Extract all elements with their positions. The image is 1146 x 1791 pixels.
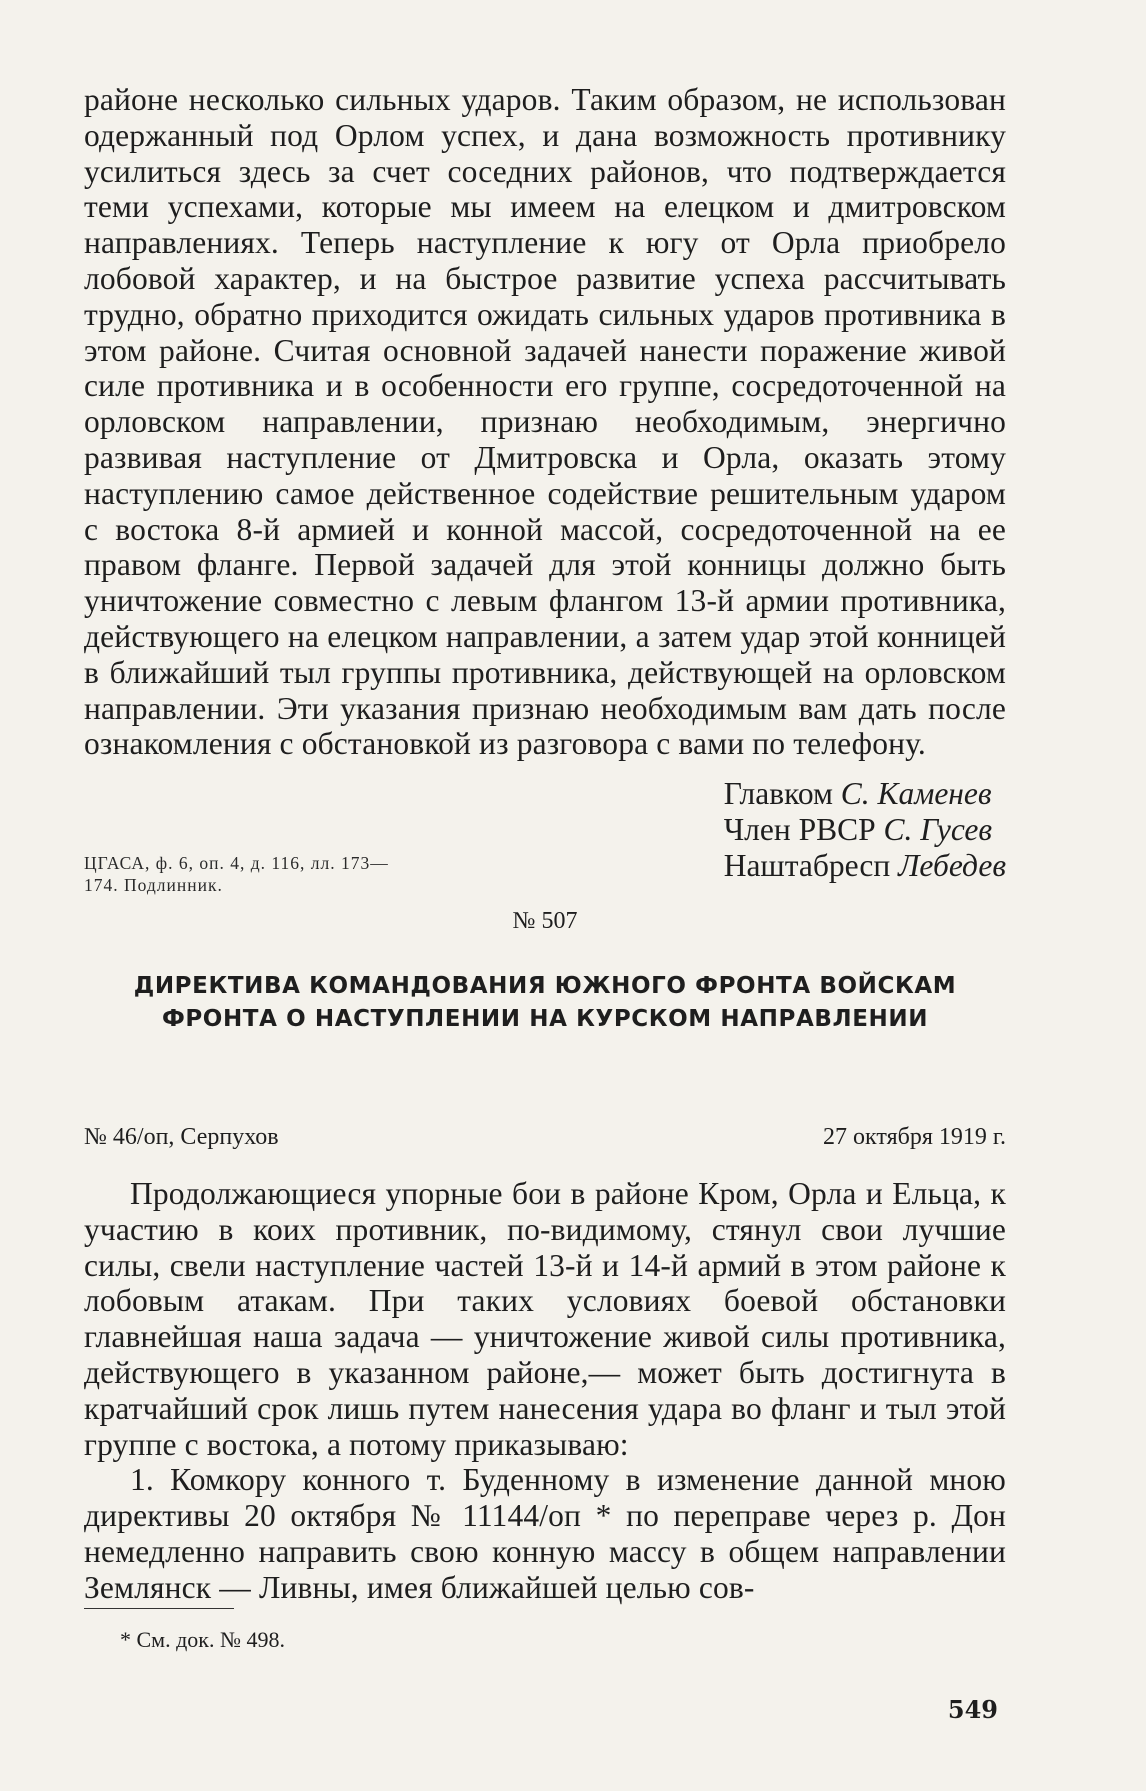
signature-line (724, 848, 1006, 884)
signature-name: С. Каменев (840, 776, 992, 811)
signature-name: С. Гусев (883, 811, 993, 847)
signature-title: Главком (723, 776, 833, 811)
footnote-divider (84, 1608, 234, 1609)
page (84, 82, 1006, 1724)
archive-reference-line2: 174. Подлинник. (84, 875, 223, 895)
archive-reference-line1: ЦГАСА, ф. 6, оп. 4, д. 116, лл. 173— (84, 853, 389, 873)
document-date: 27 октября 1919 г. (823, 1124, 1006, 1150)
document-reference: № 46/оп, Серпухов (84, 1124, 279, 1150)
footnote: * См. док. № 498. (120, 1627, 285, 1652)
document-title (84, 970, 1006, 1036)
directive-order-1: 1. Комкору конного т. Буденному в изменение данной мною директивы 20 октября № 11144/оп * по переправе через р. Дон немедленно направить свою конную массу в общем направлении Землянск — Ливны, имея ближайшей целью сов- (84, 1462, 1006, 1605)
signature-line (724, 776, 1006, 812)
signature-line (724, 812, 1006, 848)
archive-reference (84, 852, 389, 896)
document-meta (84, 1124, 1006, 1151)
signature-title: Наштабресп (723, 847, 891, 883)
document-number: № 507 (512, 908, 578, 934)
directive-body (84, 1176, 1006, 1606)
signature-block (724, 776, 1006, 883)
directive-paragraph: Продолжающиеся упорные бои в районе Кром, Орла и Ельца, к участию в коих противник, по-видимому, стянул свои лучшие силы, свели наступление частей 13-й и 14-й армий в этом районе к лобовым атакам. При таких условиях боевой обстановки главнейшая наша задача — уничтожение живой силы противника, действующего в указанном районе,— может быть достигнута в кратчайший срок лишь путем нанесения удара во фланг и тыл этой группе с востока, а потому приказываю: (84, 1176, 1006, 1462)
document-title-line2: ФРОНТА О НАСТУПЛЕНИИ НА КУРСКОМ НАПРАВЛЕНИИ (161, 1006, 929, 1032)
signature-title: Член РВСР (723, 811, 876, 847)
continuation-paragraph: районе несколько сильных ударов. Таким образом, не использован одержанный под Орлом успех, и дана возможность противнику усилиться здесь за счет соседних районов, что подтверждается теми успехами, которые мы имеем на елецком и дмитровском направлениях. Теперь наступление к югу от Орла приобрело лобовой характер, и на быстрое развитие успеха рассчитывать трудно, обратно приходится ожидать сильных ударов противника в этом районе. Считая основной задачей нанести поражение живой силе противника и в особенности его группе, сосредоточенной на орловском направлении, признаю необходимым, энергично развивая наступление от Дмитровска и Орла, оказать этому наступлению самое действенное содействие решительным ударом с востока 8-й армией и конной массой, сосредоточенной на ее правом фланге. Первой задачей для этой конницы должно быть уничтожение совместно с левым флангом 13-й армии противника, действующего на елецком направлении, а затем удар этой конницей в ближайший тыл группы противника, действующей на орловском направлении. Эти указания признаю необходимым вам дать после ознакомления с обстановкой из разговора с вами по телефону. (84, 82, 1006, 762)
signature-name: Лебедев (898, 847, 1006, 883)
page-number: 549 (947, 1695, 998, 1724)
document-title-line1: ДИРЕКТИВА КОМАНДОВАНИЯ ЮЖНОГО ФРОНТА ВОЙСКАМ (133, 973, 957, 999)
